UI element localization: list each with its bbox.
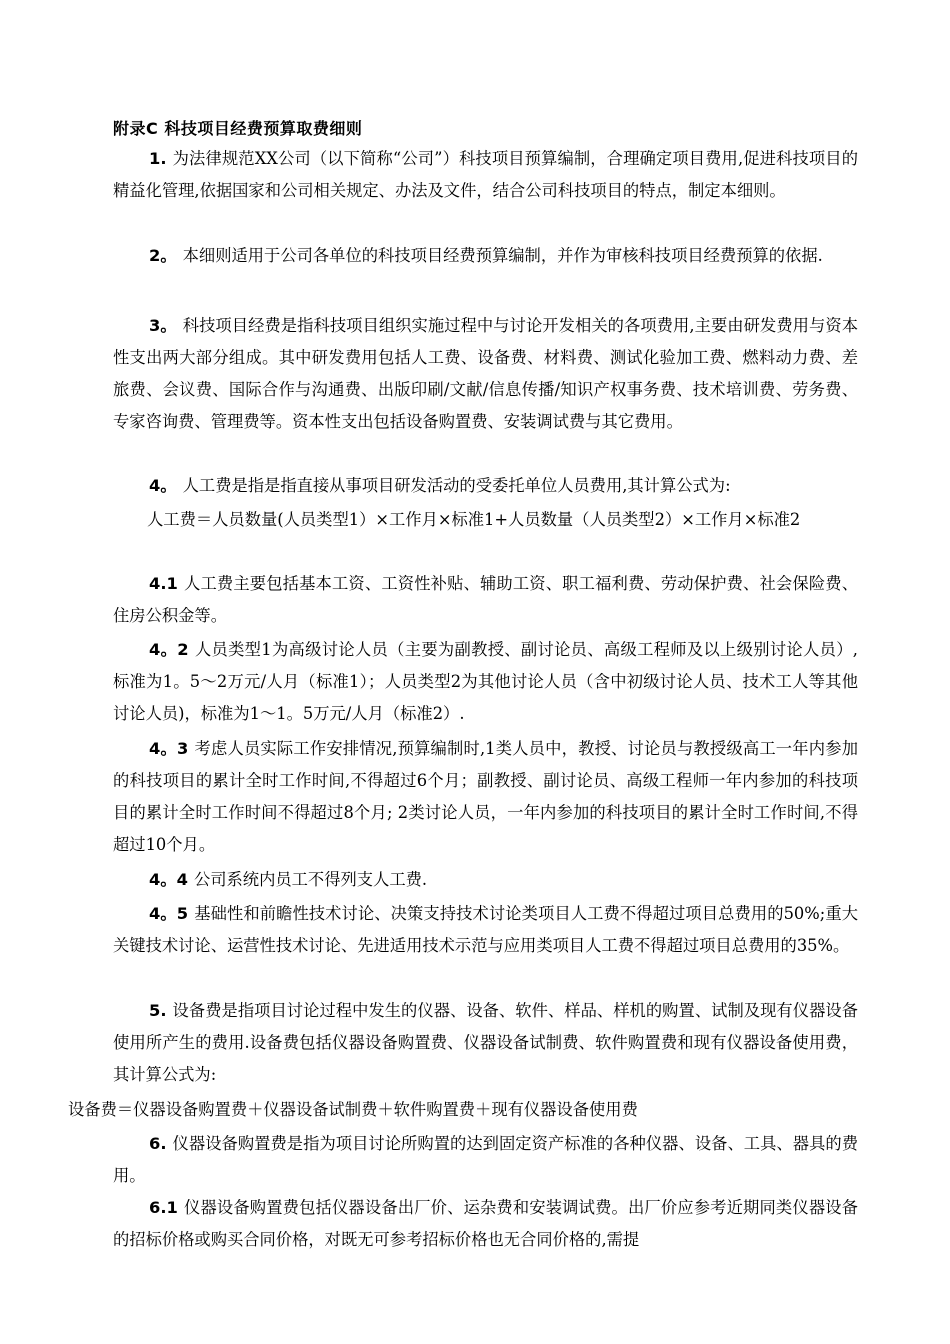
equipment-cost-formula xyxy=(68,1094,888,1126)
paragraph-text: 人员类型1为高级讨论人员（主要为副教授、副讨论员、高级工程师及以上级别讨论人员）,标准为1。5～2万元/人月（标准1）；人员类型2为其他讨论人员（含中初级讨论人员、技术工人等其他讨论人员)，标准为1～1。5万元/人月（标准2）. xyxy=(113,640,858,723)
paragraph-4-2 xyxy=(113,634,858,730)
paragraph-4-3 xyxy=(113,733,858,861)
paragraph-text: 公司系统内员工不得列支人工费. xyxy=(193,870,428,889)
paragraph-text: 为法律规范XX公司（以下简称“公司”）科技项目预算编制，合理确定项目费用,促进科技项目的精益化管理,依据国家和公司相关规定、办法及文件，结合公司科技项目的特点，制定本细则。 xyxy=(113,149,858,200)
paragraph-6-1 xyxy=(113,1192,858,1256)
paragraph-4 xyxy=(113,470,858,502)
paragraph-number: 5. xyxy=(149,1001,167,1020)
formula-text: 设备费＝仪器设备购置费＋仪器设备试制费＋软件购置费＋现有仪器设备使用费 xyxy=(68,1100,638,1119)
paragraph-number: 6.1 xyxy=(149,1198,178,1217)
formula-text: 人工费＝人员数量(人员类型1）×工作月×标准1+人员数量（人员类型2）×工作月×标准2 xyxy=(147,510,801,529)
paragraph-number: 4.1 xyxy=(149,574,178,593)
paragraph-text: 人工费主要包括基本工资、工资性补贴、辅助工资、职工福利费、劳动保护费、社会保险费、住房公积金等。 xyxy=(113,574,858,625)
paragraph-6 xyxy=(113,1128,858,1192)
paragraph-number: 4。3 xyxy=(149,739,189,758)
paragraph-text: 仪器设备购置费是指为项目讨论所购置的达到固定资产标准的各种仪器、设备、工具、器具的费用。 xyxy=(113,1134,858,1185)
paragraph-number: 6. xyxy=(149,1134,167,1153)
appendix-heading: 附录C 科技项目经费预算取费细则 xyxy=(113,119,363,138)
paragraph-4-5 xyxy=(113,898,858,962)
paragraph-text: 考虑人员实际工作安排情况,预算编制时,1类人员中，教授、讨论员与教授级高工一年内参加的科技项目的累计全时工作时间,不得超过6个月；副教授、副讨论员、高级工程师一年内参加的科技项目的累计全时工作时间不得超过8个月; 2类讨论人员，一年内参加的科技项目的累计全时工作时间,不得超过10个月。 xyxy=(113,739,858,854)
paragraph-4-4 xyxy=(113,864,858,896)
paragraph-number: 4。4 xyxy=(149,870,188,889)
paragraph-text: 科技项目经费是指科技项目组织实施过程中与讨论开发相关的各项费用,主要由研发费用与资本性支出两大部分组成。其中研发费用包括人工费、设备费、材料费、测试化验加工费、燃料动力费、差旅费、会议费、国际合作与沟通费、出版印刷/文献/信息传播/知识产权事务费、技术培训费、劳务费、专家咨询费、管理费等。资本性支出包括设备购置费、安装调试费与其它费用。 xyxy=(113,316,858,431)
paragraph-number: 4。 xyxy=(149,476,177,495)
paragraph-number: 3。 xyxy=(149,316,177,335)
paragraph-5 xyxy=(113,995,858,1091)
paragraph-number: 4。2 xyxy=(149,640,189,659)
paragraph-number: 4。5 xyxy=(149,904,189,923)
paragraph-1 xyxy=(113,143,858,207)
paragraph-2 xyxy=(113,240,858,272)
paragraph-number: 1. xyxy=(149,149,167,168)
paragraph-text: 本细则适用于公司各单位的科技项目经费预算编制，并作为审核科技项目经费预算的依据. xyxy=(182,246,823,265)
labor-cost-formula xyxy=(113,504,858,536)
paragraph-text: 基础性和前瞻性技术讨论、决策支持技术讨论类项目人工费不得超过项目总费用的50%;重大关键技术讨论、运营性技术讨论、先进适用技术示范与应用类项目人工费不得超过项目总费用的35%。 xyxy=(113,904,858,955)
paragraph-3 xyxy=(113,310,858,438)
paragraph-text: 设备费是指项目讨论过程中发生的仪器、设备、软件、样品、样机的购置、试制及现有仪器设备使用所产生的费用.设备费包括仪器设备购置费、仪器设备试制费、软件购置费和现有仪器设备使用费，其计算公式为: xyxy=(113,1001,858,1084)
paragraph-text: 人工费是指是指直接从事项目研发活动的受委托单位人员费用,其计算公式为: xyxy=(182,476,731,495)
paragraph-number: 2。 xyxy=(149,246,177,265)
paragraph-4-1 xyxy=(113,568,858,632)
paragraph-text: 仪器设备购置费包括仪器设备出厂价、运杂费和安装调试费。出厂价应参考近期同类仪器设备的招标价格或购买合同价格，对既无可参考招标价格也无合同价格的,需提 xyxy=(113,1198,858,1249)
